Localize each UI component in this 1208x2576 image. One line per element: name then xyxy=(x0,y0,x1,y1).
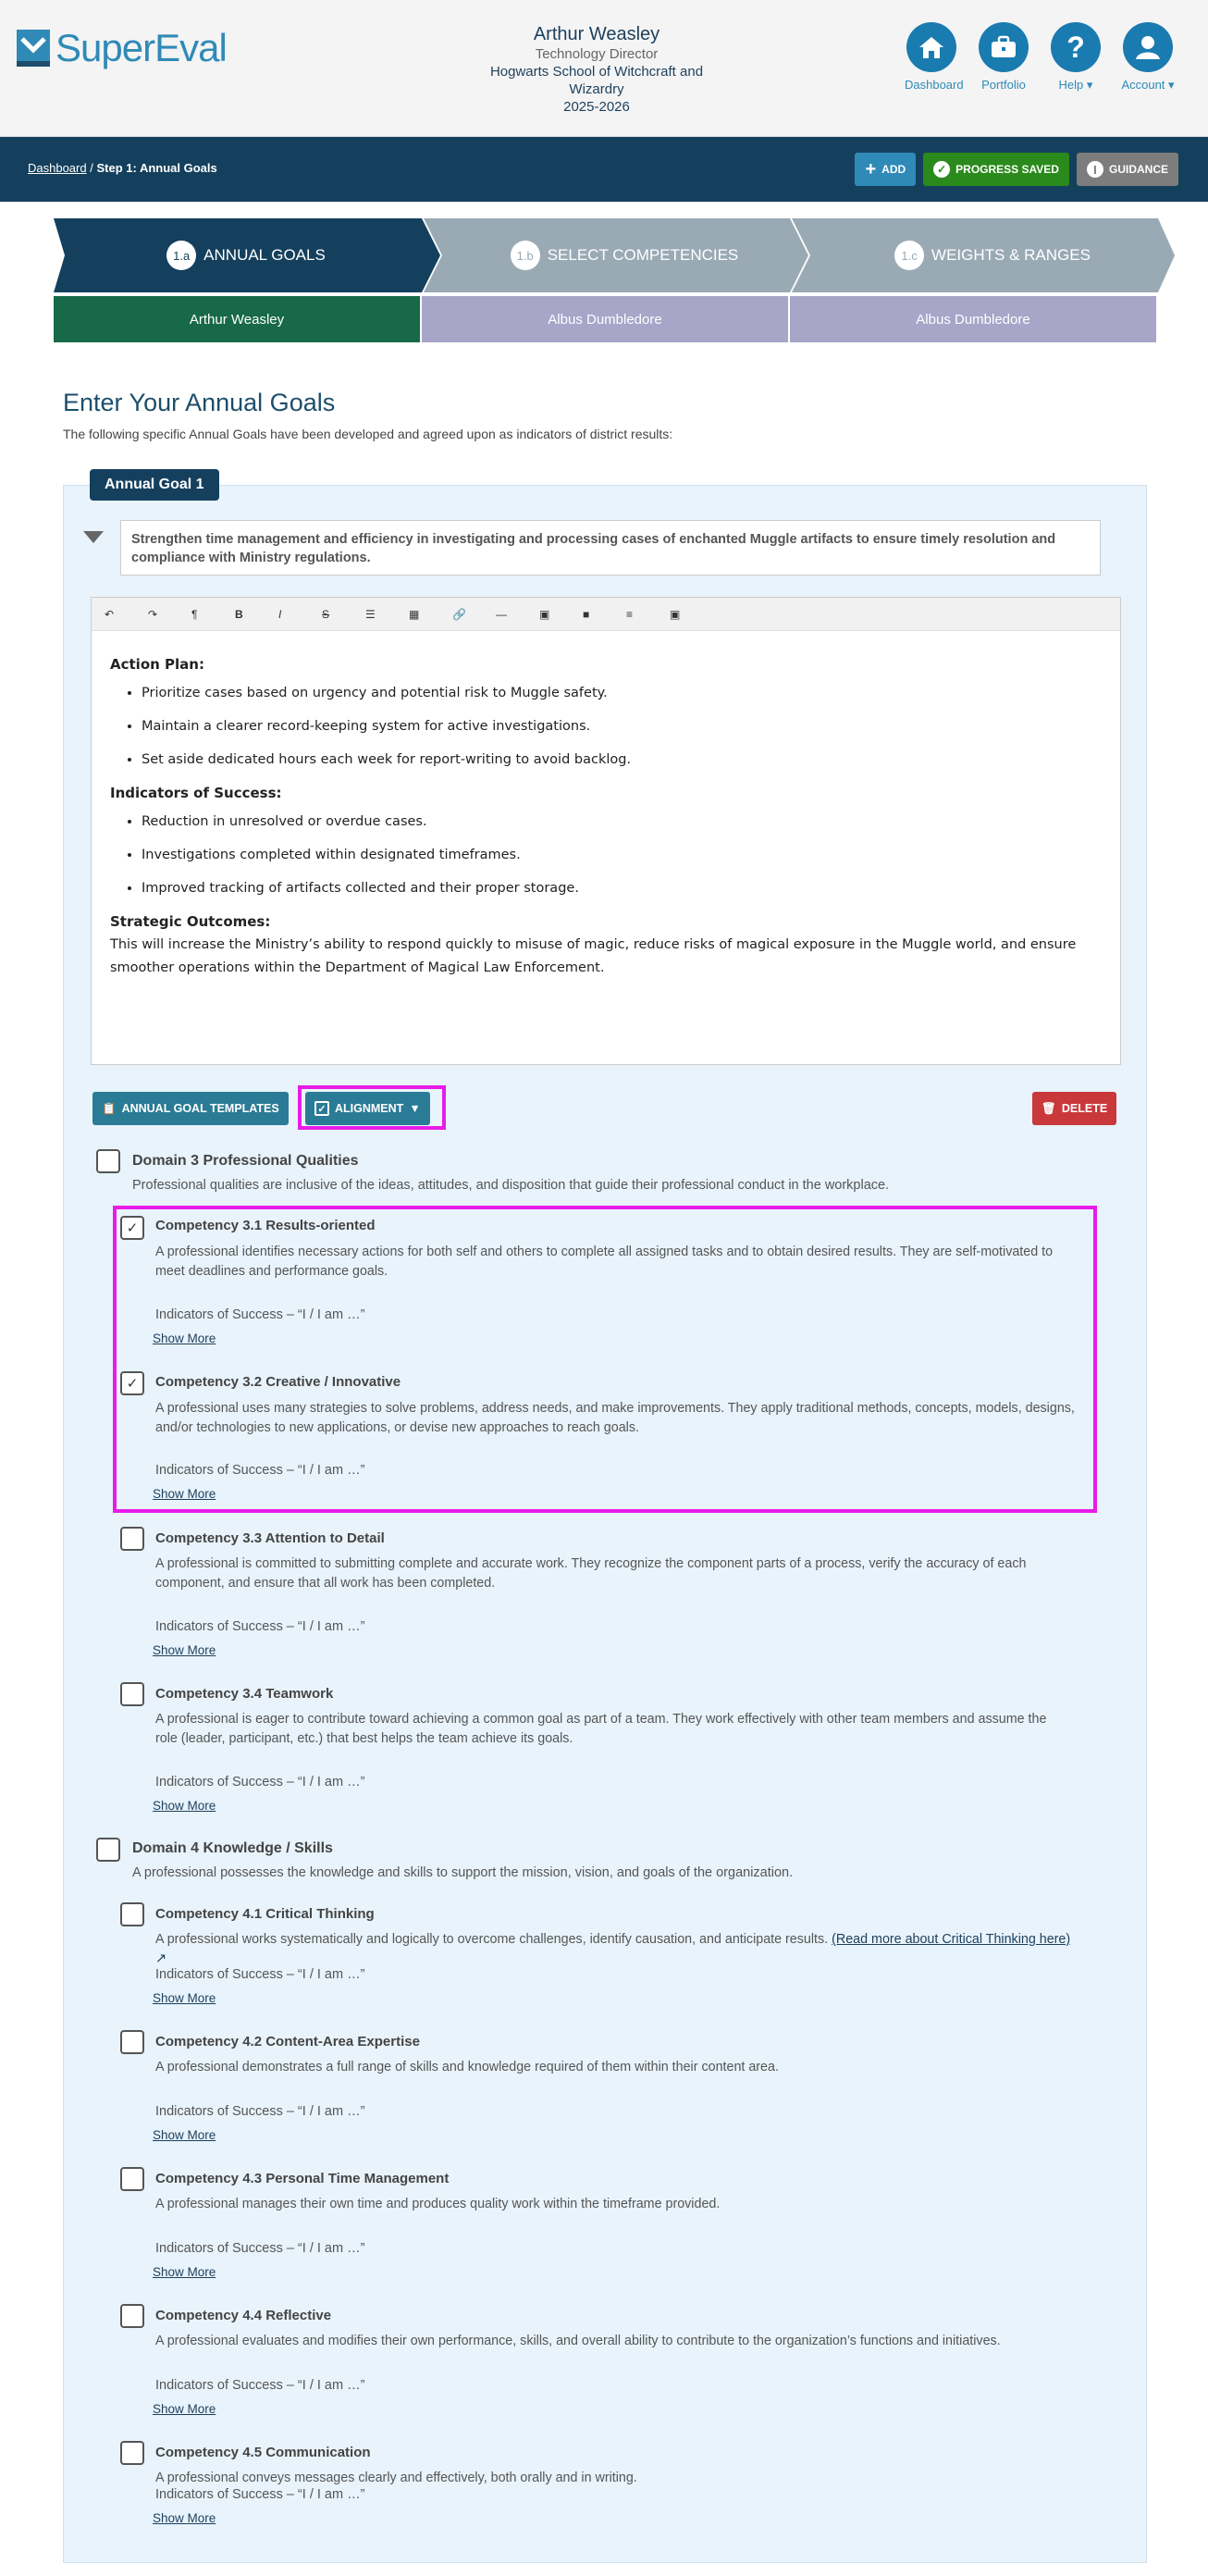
chevron-down-icon: ▾ xyxy=(1165,78,1175,92)
nav-dashboard-label: Dashboard xyxy=(905,78,964,92)
competency-checkbox[interactable] xyxy=(120,1216,144,1240)
list-item: • Prioritize cases based on urgency and potential risk to Muggle safety. xyxy=(142,682,1102,705)
nav-account[interactable] xyxy=(1121,22,1175,93)
nav-help[interactable] xyxy=(1049,22,1103,93)
step-person-3: Albus Dumbledore xyxy=(790,296,1156,342)
nav-dashboard[interactable] xyxy=(905,22,964,93)
competency-checkbox[interactable] xyxy=(120,1527,144,1551)
breadcrumb-separator: / xyxy=(90,161,93,175)
page-subtitle: The following specific Annual Goals have been developed and agreed upon as indicators of district results: xyxy=(63,427,673,441)
bullet-list-icon[interactable]: ☰ xyxy=(365,607,376,621)
guidance-button[interactable] xyxy=(1077,153,1178,186)
indicators-label: Indicators of Success – “I / I am …” xyxy=(155,1967,365,1982)
action-plan-heading: Action Plan: xyxy=(110,656,204,673)
breadcrumb-current: Step 1: Annual Goals xyxy=(96,161,217,175)
list-item: • Reduction in unresolved or overdue cases. xyxy=(142,811,1102,834)
rich-text-editor[interactable] xyxy=(91,597,1121,1065)
progress-saved-button[interactable] xyxy=(923,153,1069,186)
step-label: ANNUAL GOALS xyxy=(203,246,326,264)
user-name: Arthur Weasley xyxy=(533,24,660,44)
school-name-line2: Wizardry xyxy=(569,81,624,97)
collapse-caret-icon[interactable] xyxy=(83,531,104,543)
redo-icon[interactable]: ↷ xyxy=(148,607,158,621)
competency-title: Competency 4.2 Content-Area Expertise xyxy=(155,2034,420,2050)
competency-title: Competency 3.3 Attention to Detail xyxy=(155,1530,385,1546)
progress-saved-label: PROGRESS SAVED xyxy=(955,163,1059,176)
competency-checkbox[interactable] xyxy=(120,1902,144,1926)
media-icon[interactable]: ▣ xyxy=(670,607,681,621)
breadcrumb xyxy=(28,161,217,175)
competency-description: A professional is eager to contribute toward achieving a common goal as part of a team. They work effectively with other team members and assume the role (leader, participant, etc.) that best helps the team achieve its goals. xyxy=(155,1712,1047,1746)
domain-checkbox[interactable] xyxy=(96,1149,120,1173)
competency-description-text: A professional works systematically and logically to overcome challenges, identify causation, and anticipate results. xyxy=(155,1932,829,1947)
indicators-label: Indicators of Success – “I / I am …” xyxy=(155,1463,365,1478)
caret-down-icon: ▼ xyxy=(409,1102,421,1115)
domain-description: A professional possesses the knowledge and skills to support the mission, vision, and goals of the organization. xyxy=(132,1865,794,1880)
goal-title-input[interactable]: Strengthen time management and efficiency in investigating and processing cases of enchanted Muggle artifacts to ensure timely resolution and compliance with Ministry regulations. xyxy=(120,520,1101,576)
show-more-link[interactable]: Show More xyxy=(153,1643,216,1657)
read-more-critical-thinking-link[interactable]: (Read more about Critical Thinking here) xyxy=(832,1932,1071,1947)
competency-title: Competency 4.3 Personal Time Management xyxy=(155,2171,450,2186)
guidance-label: GUIDANCE xyxy=(1108,163,1168,176)
indicators-label: Indicators of Success – “I / I am …” xyxy=(155,1775,365,1790)
video-icon[interactable]: ■ xyxy=(583,607,590,621)
indicators-label: Indicators of Success – “I / I am …” xyxy=(155,2104,365,2119)
competency-description: A professional conveys messages clearly and effectively, both orally and in writing. xyxy=(155,2471,637,2485)
question-icon: ? xyxy=(1051,22,1101,72)
competency-checkbox[interactable] xyxy=(120,2441,144,2465)
nav-help-label: Help xyxy=(1058,78,1084,92)
editor-content[interactable] xyxy=(92,631,1120,993)
indicators-heading: Indicators of Success: xyxy=(110,785,282,801)
step-number: 1.c xyxy=(894,241,924,270)
logo-text: SuperEval xyxy=(55,26,227,69)
home-icon xyxy=(906,22,956,72)
list-item: • Investigations completed within designated timeframes. xyxy=(142,844,1102,867)
show-more-link[interactable]: Show More xyxy=(153,2265,216,2279)
list-item: • Improved tracking of artifacts collected and their proper storage. xyxy=(142,877,1102,900)
page-title: Enter Your Annual Goals xyxy=(63,389,336,416)
table-icon[interactable]: ▦ xyxy=(409,607,420,621)
align-icon[interactable]: ≡ xyxy=(626,607,634,621)
competency-title: Competency 4.5 Communication xyxy=(155,2445,371,2460)
annual-goal-tag: Annual Goal 1 xyxy=(90,469,219,501)
indicators-label: Indicators of Success – “I / I am …” xyxy=(155,2487,365,2502)
competency-checkbox[interactable] xyxy=(120,1682,144,1706)
show-more-link[interactable]: Show More xyxy=(153,2402,216,2416)
list-item: • Set aside dedicated hours each week for report-writing to avoid backlog. xyxy=(142,749,1102,772)
competency-checkbox[interactable] xyxy=(120,2304,144,2328)
competency-title: Competency 3.4 Teamwork xyxy=(155,1686,334,1702)
link-icon[interactable]: 🔗 xyxy=(452,607,466,621)
checkbox-icon: ✓ xyxy=(314,1101,329,1116)
indicators-label: Indicators of Success – “I / I am …” xyxy=(155,1307,365,1322)
delete-label: DELETE xyxy=(1061,1102,1108,1115)
external-link-icon: ↗ xyxy=(155,1951,166,1966)
step-number: 1.a xyxy=(166,241,196,270)
competency-title: Competency 3.1 Results-oriented xyxy=(155,1218,376,1233)
show-more-link[interactable]: Show More xyxy=(153,2511,216,2525)
step-label: WEIGHTS & RANGES xyxy=(931,246,1091,264)
image-icon[interactable]: ▣ xyxy=(539,607,550,621)
check-icon: ✓ xyxy=(126,1376,139,1392)
show-more-link[interactable]: Show More xyxy=(153,1487,216,1501)
top-header xyxy=(0,0,1208,137)
competency-description: A professional is committed to submitting complete and accurate work. They recognize the component parts of a process, verify the accuracy of each component, and ensure that all work has been completed. xyxy=(155,1556,1027,1591)
domain-description: Professional qualities are inclusive of the ideas, attitudes, and disposition that guide their professional conduct in the workplace. xyxy=(132,1178,890,1193)
school-year: 2025-2026 xyxy=(563,99,630,115)
templates-label: ANNUAL GOAL TEMPLATES xyxy=(121,1102,279,1115)
school-name-line1: Hogwarts School of Witchcraft and xyxy=(489,64,704,80)
delete-button[interactable] xyxy=(1032,1092,1116,1125)
domain-title: Domain 3 Professional Qualities xyxy=(132,1153,359,1169)
competency-title: Competency 4.4 Reflective xyxy=(155,2308,332,2323)
header-nav xyxy=(905,22,1175,93)
show-more-link[interactable]: Show More xyxy=(153,1991,216,2005)
paragraph-icon[interactable]: ¶ xyxy=(191,607,198,621)
indicators-label: Indicators of Success – “I / I am …” xyxy=(155,1619,365,1634)
competency-description: A professional uses many strategies to solve problems, address needs, and make improvements. They apply traditional methods, concepts, models, designs, and/or technologies to new applications, or devise new approaches to reach goals. xyxy=(155,1401,1075,1435)
step-select-competencies[interactable] xyxy=(442,218,807,292)
competency-title: Competency 4.1 Critical Thinking xyxy=(155,1906,375,1922)
step-annual-goals[interactable] xyxy=(54,218,438,292)
annual-goal-templates-button[interactable] xyxy=(92,1092,289,1125)
logo-mark-icon xyxy=(17,30,50,67)
breadcrumb-dashboard-link[interactable]: Dashboard xyxy=(28,161,87,175)
competency-checkbox[interactable] xyxy=(120,2030,144,2054)
step-weights-ranges[interactable] xyxy=(810,218,1175,292)
add-button-label: ADD xyxy=(881,163,906,176)
step-person-1: Arthur Weasley xyxy=(54,296,420,342)
chevron-down-icon: ▾ xyxy=(1083,78,1093,92)
step-person-2: Albus Dumbledore xyxy=(422,296,788,342)
show-more-link[interactable]: Show More xyxy=(153,2128,216,2142)
competency-checkbox[interactable] xyxy=(120,2167,144,2191)
nav-account-label: Account xyxy=(1121,78,1165,92)
breadcrumb-bar xyxy=(0,137,1208,202)
info-icon: I xyxy=(1087,161,1103,178)
user-icon xyxy=(1123,22,1173,72)
domain-title: Domain 4 Knowledge / Skills xyxy=(132,1840,333,1856)
clipboard-icon: 📋 xyxy=(102,1101,117,1115)
outcomes-heading: Strategic Outcomes: xyxy=(110,913,271,930)
user-info xyxy=(462,24,731,116)
superEval-logo[interactable] xyxy=(17,26,227,70)
competency-description: A professional demonstrates a full range of skills and knowledge required of them within their content area. xyxy=(155,2060,779,2074)
show-more-link[interactable]: Show More xyxy=(153,1331,216,1345)
trash-icon: 🗑 xyxy=(1042,1101,1056,1115)
action-buttons xyxy=(855,153,1178,186)
action-plan-list xyxy=(142,682,1102,772)
nav-portfolio[interactable] xyxy=(977,22,1030,93)
alignment-label: ALIGNMENT xyxy=(335,1102,404,1115)
check-circle-icon: ✓ xyxy=(933,161,950,178)
domain-checkbox[interactable] xyxy=(96,1838,120,1862)
indicators-label: Indicators of Success – “I / I am …” xyxy=(155,2378,365,2393)
strikethrough-icon[interactable]: S xyxy=(322,607,330,621)
indicators-label: Indicators of Success – “I / I am …” xyxy=(155,2241,365,2256)
competency-description: A professional identifies necessary actions for both self and others to complete all assigned tasks and to obtain desired results. They are self-motivated to meet deadlines and performance goals. xyxy=(155,1245,1054,1279)
competency-description: A professional evaluates and modifies their own performance, skills, and overall ability to contribute to the organization’s functions and initiatives. xyxy=(155,2334,1001,2348)
list-item: • Maintain a clearer record-keeping system for active investigations. xyxy=(142,715,1102,738)
add-button[interactable] xyxy=(855,153,916,186)
competency-checkbox[interactable] xyxy=(120,1371,144,1395)
competency-description: A professional manages their own time and produces quality work within the timeframe provided. xyxy=(155,2197,721,2211)
show-more-link[interactable]: Show More xyxy=(153,1799,216,1813)
competency-description xyxy=(155,1930,1080,1969)
competency-title: Competency 3.2 Creative / Innovative xyxy=(155,1374,401,1390)
italic-icon[interactable]: I xyxy=(278,607,282,621)
bold-icon[interactable]: B xyxy=(235,607,243,621)
outcomes-text: This will increase the Ministry’s ability to respond quickly to misuse of magic, reduce risks of magical exposure in the Muggle world, and ensure smoother operations within the Department of Magical Law Enforcement. xyxy=(110,937,1077,975)
step-number: 1.b xyxy=(511,241,540,270)
undo-icon[interactable]: ↶ xyxy=(105,607,115,621)
user-role: Technology Director xyxy=(535,46,659,62)
step-label: SELECT COMPETENCIES xyxy=(547,246,739,264)
indicators-list xyxy=(142,811,1102,900)
check-icon: ✓ xyxy=(126,1220,139,1236)
plus-icon: + xyxy=(865,158,877,180)
horizontal-rule-icon[interactable]: — xyxy=(496,607,507,621)
nav-portfolio-label: Portfolio xyxy=(981,78,1026,92)
editor-toolbar xyxy=(92,598,1120,631)
alignment-highlight xyxy=(298,1085,446,1130)
briefcase-icon xyxy=(979,22,1029,72)
